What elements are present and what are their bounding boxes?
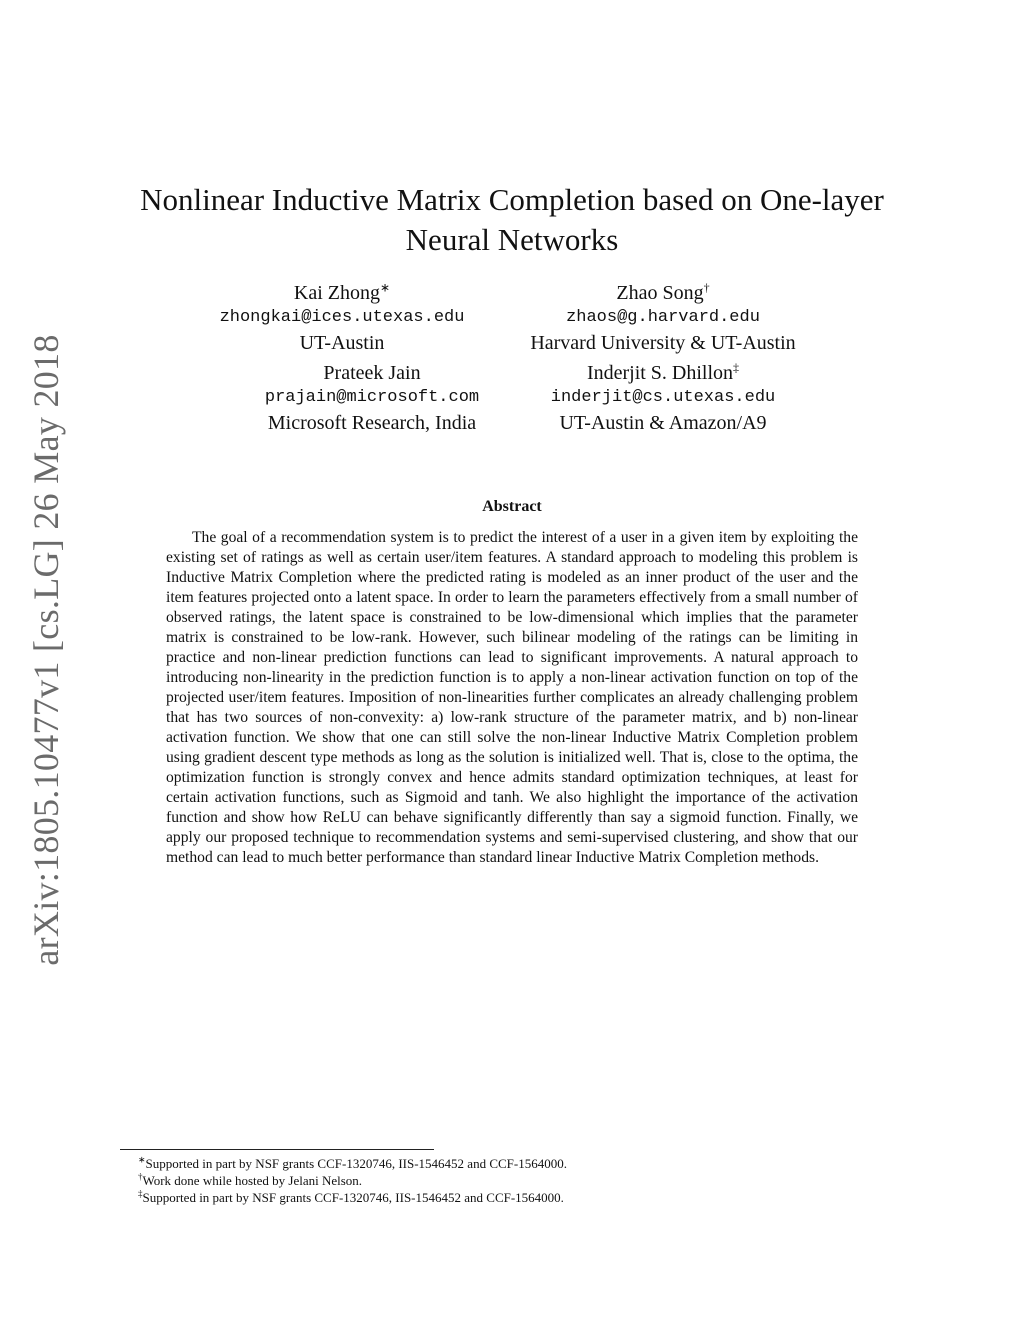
author-affiliation: UT-Austin & Amazon/A9 <box>559 412 767 434</box>
author-email: zhaos@g.harvard.edu <box>566 308 760 327</box>
paper-title: Nonlinear Inductive Matrix Completion based on One-layer Neural Networks <box>140 182 884 257</box>
author-block-prateek-jain <box>220 360 524 436</box>
footnote-item: ‡Supported in part by NSF grants CCF-1320746, IIS-1546452 and CCF-1564000. <box>138 1188 564 1205</box>
author-footnote-mark: ∗ <box>380 280 391 295</box>
author-name: Kai Zhong∗ <box>293 280 391 304</box>
author-email: zhongkai@ices.utexas.edu <box>219 308 465 327</box>
abstract-heading: Abstract <box>482 498 542 515</box>
author-email: inderjit@cs.utexas.edu <box>550 388 776 407</box>
author-affiliation: UT-Austin <box>299 332 385 354</box>
footnotes <box>138 1155 898 1206</box>
author-footnote-mark: ‡ <box>733 360 740 375</box>
author-name: Zhao Song† <box>616 280 710 304</box>
author-block-zhao-song <box>500 280 826 356</box>
author-name: Prateek Jain <box>323 362 421 384</box>
author-affiliation: Harvard University & UT-Austin <box>530 332 796 354</box>
footnote-item: †Work done while hosted by Jelani Nelson. <box>138 1171 363 1188</box>
arxiv-identifier-stamp: arXiv:1805.10477v1 [cs.LG] 26 May 2018 <box>26 334 66 966</box>
author-name: Inderjit S. Dhillon‡ <box>586 360 740 384</box>
abstract-text: The goal of a recommendation system is to predict the interest of a user in a given item by exploiting the existing set of ratings as well as certain user/item features. A standard approach to modeling this problem is Inductive Matrix Completion where the predicted rating is modeled as an inner product of the user and the item features projected onto a latent space. In order to learn the parameters effectively from a small number of observed ratings, the latent space is constrained to be low-dimensional which implies that the parameter matrix is constrained to be low-rank. However, such bilinear modeling of the ratings can be limiting in practice and non-linear prediction functions can lead to significant improvements. A natural approach to introducing non-linearity in the prediction function is to apply a non-linear activation function on top of the projected user/item features. Imposition of non-linearities further complicates an already challenging problem that has two sources of non-convexity: a) low-rank structure of the parameter matrix, and b) non-linear activation function. We show that one can still solve the non-linear Inductive Matrix Completion problem using gradient descent type methods as long as the solution is initialized well. That is, close to the optima, the optimization function is strongly convex and hence admits standard optimization techniques, at least for certain activation functions, such as Sigmoid and tanh. We also highlight the importance of the activation function and show how ReLU can behave significantly differently than say a sigmoid function. Finally, we apply our proposed technique to recommendation systems and semi-supervised clustering, and show that our method can lead to much better performance than standard linear Inductive Matrix Completion methods. <box>166 529 858 866</box>
author-email: prajain@microsoft.com <box>264 388 480 407</box>
footnote-item: ∗Supported in part by NSF grants CCF-1320746, IIS-1546452 and CCF-1564000. <box>138 1154 567 1171</box>
footnote-divider <box>120 1149 434 1150</box>
author-affiliation: Microsoft Research, India <box>267 412 477 434</box>
author-block-kai-zhong <box>200 280 484 356</box>
author-footnote-mark: † <box>703 280 710 295</box>
author-block-inderjit-dhillon <box>500 360 826 436</box>
